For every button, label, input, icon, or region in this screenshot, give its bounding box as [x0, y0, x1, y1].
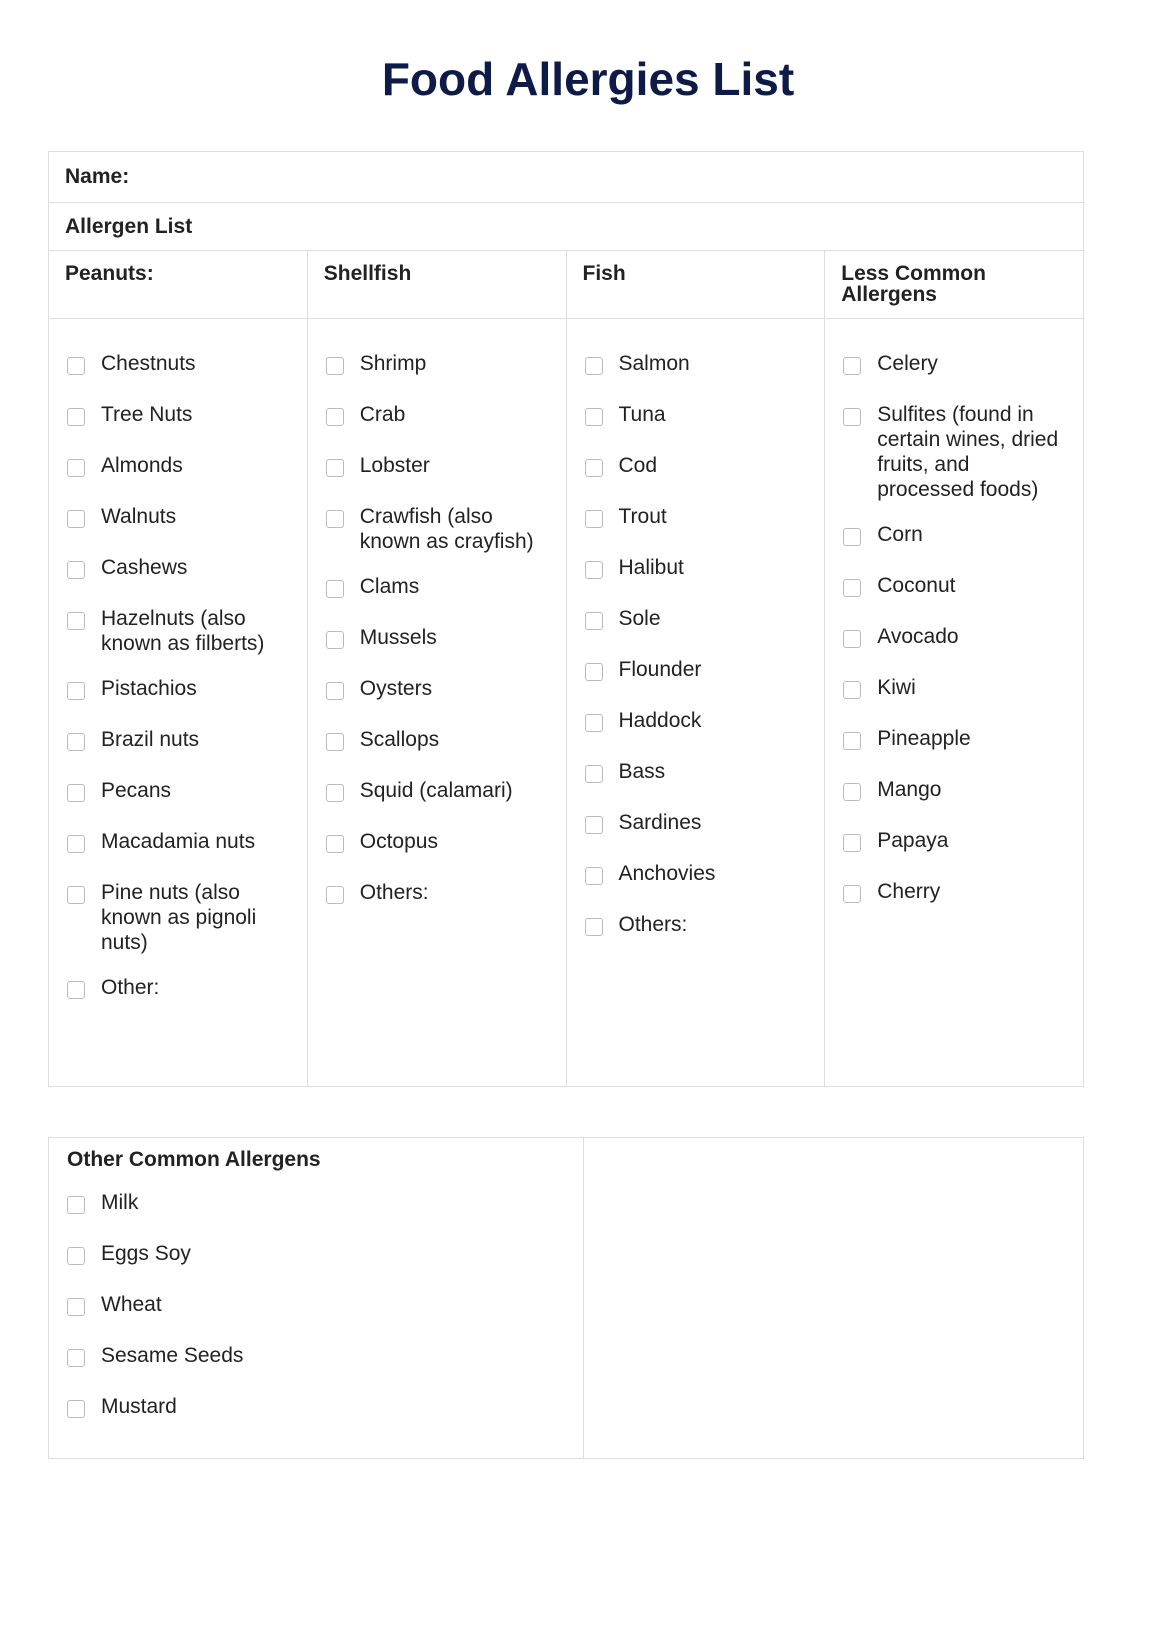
item-label: Lobster: [359, 454, 430, 477]
checklist-item[interactable]: [326, 778, 550, 829]
item-label: Shrimp: [359, 352, 427, 375]
item-label: Crawfish (also known as crayfish): [359, 505, 534, 553]
checkbox[interactable]: [326, 886, 344, 904]
item-label: Trout: [618, 505, 667, 528]
checklist-item[interactable]: [326, 727, 550, 778]
checkbox[interactable]: [585, 765, 603, 783]
checkbox[interactable]: [585, 714, 603, 732]
item-label: Cod: [618, 454, 658, 477]
checkbox[interactable]: [843, 885, 861, 903]
checklist-item[interactable]: [67, 676, 291, 727]
checkbox[interactable]: [67, 612, 85, 630]
column-body: [49, 319, 307, 1026]
checklist-item[interactable]: [67, 1241, 567, 1292]
checkbox[interactable]: [326, 784, 344, 802]
item-label: Avocado: [877, 625, 959, 648]
checkbox[interactable]: [585, 918, 603, 936]
checklist-item[interactable]: [585, 810, 809, 861]
item-label: Sulfites (found in certain wines, dried fruits, and processed foods): [877, 403, 1059, 501]
checklist-item[interactable]: [843, 573, 1067, 624]
checkbox[interactable]: [585, 561, 603, 579]
checklist-item[interactable]: [585, 606, 809, 657]
column-header: Less Common Allergens: [825, 251, 1083, 319]
checkbox[interactable]: [326, 408, 344, 426]
checklist-item[interactable]: [326, 574, 550, 625]
item-label: Cashews: [101, 556, 188, 579]
checkbox[interactable]: [843, 630, 861, 648]
checklist-item[interactable]: [843, 624, 1067, 675]
checklist-item[interactable]: [326, 676, 550, 727]
item-label: Mussels: [359, 626, 437, 649]
checklist-item[interactable]: [67, 829, 291, 880]
checkbox[interactable]: [843, 528, 861, 546]
checkbox[interactable]: [843, 408, 861, 426]
checkbox[interactable]: [843, 579, 861, 597]
name-label: Name:: [65, 165, 130, 188]
page-title: Food Allergies List: [381, 53, 795, 105]
column-body: [567, 319, 825, 963]
item-label: Celery: [877, 352, 938, 375]
checkbox[interactable]: [585, 612, 603, 630]
checkbox[interactable]: [67, 459, 85, 477]
checklist-item[interactable]: [67, 880, 291, 975]
item-label: Oysters: [359, 677, 433, 700]
checklist-item[interactable]: [326, 504, 550, 574]
item-label: Pine nuts (also known as pignoli nuts): [101, 881, 257, 954]
item-label: Brazil nuts: [101, 728, 200, 751]
checklist-item[interactable]: [843, 879, 1067, 930]
item-label: Salmon: [618, 352, 690, 375]
item-label: Eggs Soy: [101, 1242, 191, 1265]
item-label: Wheat: [101, 1293, 162, 1316]
item-label: Almonds: [101, 454, 183, 477]
checkbox[interactable]: [326, 631, 344, 649]
checklist-item[interactable]: [585, 555, 809, 606]
checklist-item[interactable]: [585, 453, 809, 504]
checklist-item[interactable]: [843, 828, 1067, 879]
checklist-item[interactable]: [843, 402, 1067, 522]
item-label: Clams: [359, 575, 420, 598]
checkbox[interactable]: [67, 1247, 85, 1265]
checkbox[interactable]: [585, 408, 603, 426]
checklist-item[interactable]: [585, 402, 809, 453]
checklist-item[interactable]: [843, 522, 1067, 573]
empty-cell: [584, 1138, 1084, 1458]
item-label: Tree Nuts: [101, 403, 193, 426]
item-label: Milk: [101, 1191, 139, 1214]
item-label: Haddock: [618, 709, 702, 732]
checklist-item[interactable]: [67, 1343, 567, 1394]
item-label: Squid (calamari): [359, 779, 513, 802]
checkbox[interactable]: [67, 1349, 85, 1367]
item-label: Coconut: [877, 574, 956, 597]
checklist-item[interactable]: [67, 351, 291, 402]
other-common-section: [49, 1138, 584, 1458]
column-body: [825, 319, 1083, 930]
checkbox[interactable]: [843, 357, 861, 375]
item-label: Crab: [359, 403, 406, 426]
checkbox[interactable]: [67, 1400, 85, 1418]
allergen-list-heading: Allergen List: [49, 203, 1083, 251]
checklist-item[interactable]: [67, 453, 291, 504]
checkbox[interactable]: [67, 1298, 85, 1316]
checklist-item[interactable]: [67, 402, 291, 453]
checkbox[interactable]: [67, 981, 85, 999]
item-label: Sardines: [618, 811, 702, 834]
item-label: Halibut: [618, 556, 684, 579]
item-label: Others:: [359, 881, 429, 904]
allergen-column: [308, 251, 567, 1086]
checklist-item[interactable]: [585, 861, 809, 912]
item-label: Papaya: [877, 829, 949, 852]
checkbox[interactable]: [67, 835, 85, 853]
checklist-item[interactable]: [67, 555, 291, 606]
allergen-column: [567, 251, 826, 1086]
checklist-item[interactable]: [326, 402, 550, 453]
item-label: Cherry: [877, 880, 941, 903]
checkbox[interactable]: [585, 357, 603, 375]
column-body: [308, 319, 566, 931]
checklist-item[interactable]: [326, 351, 550, 402]
item-label: Flounder: [618, 658, 702, 681]
checklist-item[interactable]: [843, 675, 1067, 726]
checklist-item[interactable]: [843, 351, 1067, 402]
checklist-item[interactable]: [326, 829, 550, 880]
checklist-item[interactable]: [585, 708, 809, 759]
checkbox[interactable]: [326, 459, 344, 477]
checklist-item[interactable]: [585, 504, 809, 555]
checkbox[interactable]: [326, 733, 344, 751]
checkbox[interactable]: [67, 561, 85, 579]
checklist-item[interactable]: [326, 453, 550, 504]
checklist-item[interactable]: [67, 606, 291, 676]
checkbox[interactable]: [67, 510, 85, 528]
checkbox[interactable]: [326, 357, 344, 375]
allergen-table: [48, 151, 1084, 1087]
item-label: Sole: [618, 607, 661, 630]
checklist-item[interactable]: [326, 625, 550, 676]
item-label: Mustard: [101, 1395, 177, 1418]
checklist-item[interactable]: [843, 726, 1067, 777]
column-header: Peanuts:: [49, 251, 307, 319]
item-label: Hazelnuts (also known as filberts): [101, 607, 265, 655]
item-label: Octopus: [359, 830, 438, 853]
item-label: Chestnuts: [101, 352, 196, 375]
checklist-item[interactable]: [585, 657, 809, 708]
checkbox[interactable]: [585, 663, 603, 681]
checklist-item[interactable]: [67, 1190, 567, 1241]
checkbox[interactable]: [67, 408, 85, 426]
item-label: Bass: [618, 760, 666, 783]
item-label: Pecans: [101, 779, 172, 802]
item-label: Mango: [877, 778, 942, 801]
checkbox[interactable]: [326, 510, 344, 528]
checklist-item[interactable]: [585, 351, 809, 402]
checkbox[interactable]: [843, 681, 861, 699]
item-label: Sesame Seeds: [101, 1344, 244, 1367]
checkbox[interactable]: [585, 816, 603, 834]
checklist-item[interactable]: [326, 880, 550, 931]
checkbox[interactable]: [585, 459, 603, 477]
item-label: Anchovies: [618, 862, 716, 885]
checkbox[interactable]: [67, 886, 85, 904]
item-label: Tuna: [618, 403, 666, 426]
checkbox[interactable]: [326, 580, 344, 598]
checkbox[interactable]: [326, 835, 344, 853]
allergen-column: [825, 251, 1083, 1086]
checkbox[interactable]: [843, 783, 861, 801]
item-label: Others:: [618, 913, 688, 936]
checkbox[interactable]: [843, 732, 861, 750]
checkbox[interactable]: [67, 1196, 85, 1214]
column-header: Fish: [567, 251, 825, 319]
checklist-item[interactable]: [67, 778, 291, 829]
other-common-table: [48, 1137, 1084, 1459]
checklist-item[interactable]: [67, 727, 291, 778]
item-label: Walnuts: [101, 505, 177, 528]
checkbox[interactable]: [67, 682, 85, 700]
checkbox[interactable]: [843, 834, 861, 852]
item-label: Macadamia nuts: [101, 830, 256, 853]
item-label: Corn: [877, 523, 923, 546]
checklist-item[interactable]: [67, 1292, 567, 1343]
name-field[interactable]: [49, 152, 1083, 203]
checkbox[interactable]: [585, 867, 603, 885]
other-common-heading: Other Common Allergens: [67, 1148, 321, 1171]
checklist-item[interactable]: [67, 1394, 567, 1445]
checkbox[interactable]: [67, 784, 85, 802]
item-label: Kiwi: [877, 676, 916, 699]
checklist-item[interactable]: [67, 975, 291, 1026]
column-header: Shellfish: [308, 251, 566, 319]
checkbox[interactable]: [67, 357, 85, 375]
item-label: Other:: [101, 976, 160, 999]
item-label: Pistachios: [101, 677, 197, 700]
checkbox[interactable]: [326, 682, 344, 700]
checkbox[interactable]: [585, 510, 603, 528]
checklist-item[interactable]: [843, 777, 1067, 828]
checklist-item[interactable]: [67, 504, 291, 555]
item-label: Pineapple: [877, 727, 971, 750]
allergen-column: [49, 251, 308, 1086]
checklist-item[interactable]: [585, 912, 809, 963]
checkbox[interactable]: [67, 733, 85, 751]
checklist-item[interactable]: [585, 759, 809, 810]
item-label: Scallops: [359, 728, 440, 751]
